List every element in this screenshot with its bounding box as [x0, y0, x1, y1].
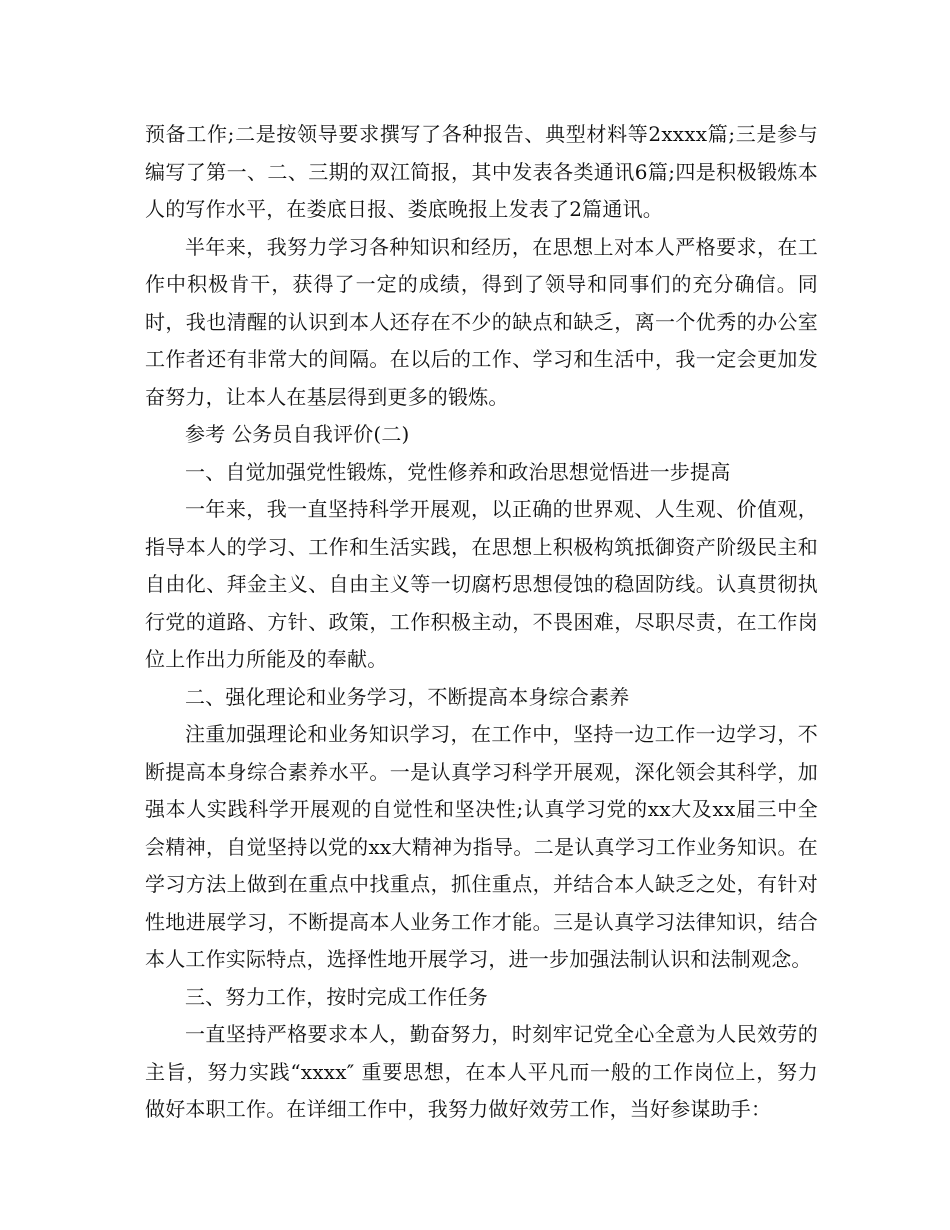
- heading-party-spirit: 一、自觉加强党性锻炼，党性修养和政治思想觉悟进一步提高: [185, 459, 731, 484]
- paragraph-theory-study: 注重加强理论和业务知识学习，在工作中，坚持一边工作一边学习，不断提高本身综合素养水平。一是认真学习科学开展观，深化领会其科学，加强本人实践科学开展观的自觉性和坚决性;认真学习党的xx大及xx届三中全会精神，自觉坚持以党的xx大精神为指导。二是认真学习工作业务知识。在学习方法上做到在重点中找重点，抓住重点，并结合本人缺乏之处，有针对性地进展学习，不断提高本人业务工作才能。三是认真学习法律知识，结合本人工作实际特点，选择性地开展学习，进一步加强法制认识和法制观念。: [145, 722, 818, 971]
- paragraph-party-spirit: 一年来，我一直坚持科学开展观，以正确的世界观、人生观、价值观，指导本人的学习、工作和生活实践，在思想上积极构筑抵御资产阶级民主和自由化、拜金主义、自由主义等一切腐朽思想侵蚀的稳固防线。认真贯彻执行党的道路、方针、政策，工作积极主动，不畏困难，尽职尽责，在工作岗位上作出力所能及的奉献。: [145, 497, 818, 671]
- paragraph-half-year-review: 半年来，我努力学习各种知识和经历，在思想上对本人严格要求，在工作中积极肯干，获得了一定的成绩，得到了领导和同事们的充分确信。同时，我也清醒的认识到本人还存在不少的缺点和缺乏，离一个优秀的办公室工作者还有非常大的间隔。在以后的工作、学习和生活中，我一定会更加发奋努力，让本人在基层得到更多的锻炼。: [145, 234, 818, 409]
- heading-theory-study: 二、强化理论和业务学习，不断提高本身综合素养: [185, 684, 630, 709]
- heading-complete-tasks: 三、努力工作，按时完成工作任务: [185, 984, 488, 1009]
- paragraph-continued-work-summary: 预备工作;二是按领导要求撰写了各种报告、典型材料等2xxxx篇;三是参与编写了第一、二、三期的双江简报，其中发表各类通讯6篇;四是积极锻炼本人的写作水平，在娄底日报、娄底晚报上发表了2篇通讯。: [145, 122, 818, 221]
- paragraph-complete-tasks: 一直坚持严格要求本人，勤奋努力，时刻牢记党全心全意为人民效劳的主旨，努力实践“xxxx″ 重要思想，在本人平凡而一般的工作岗位上，努力做好本职工作。在详细工作中，我努力做好效劳工作，当好参谋助手：: [145, 1022, 818, 1121]
- section-title-self-evaluation-2: 参考 公务员自我评价(二): [185, 422, 410, 446]
